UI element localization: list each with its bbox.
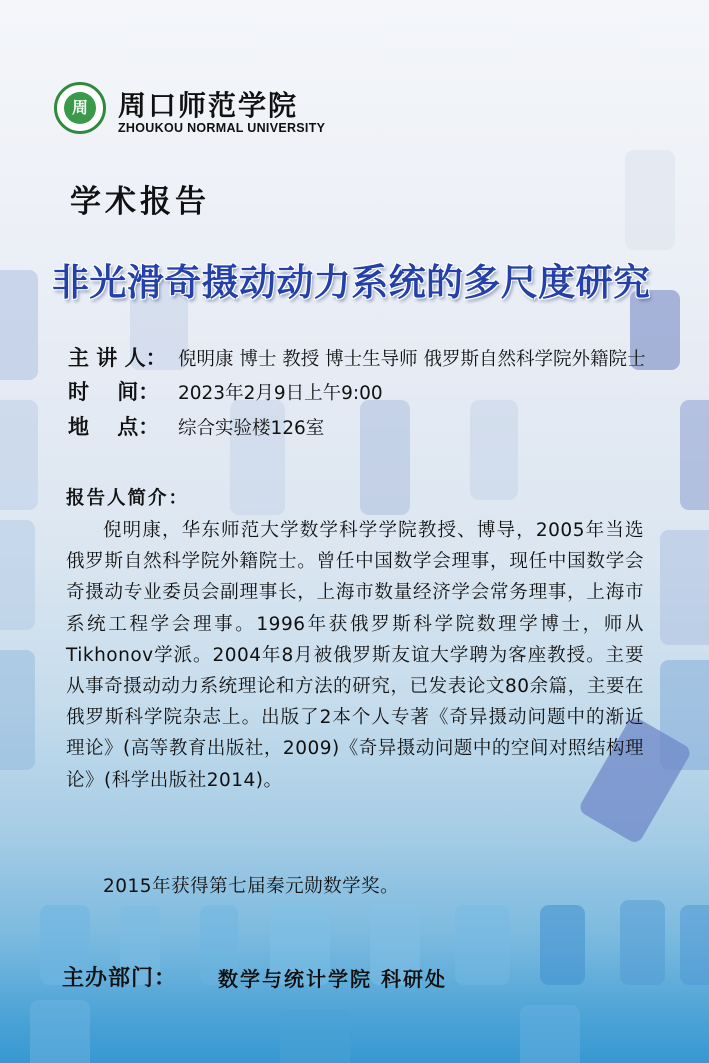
logo-emblem: 周 bbox=[64, 92, 96, 124]
info-time bbox=[68, 376, 383, 406]
bg-tile bbox=[0, 650, 35, 770]
award-text: 2015年获得第七届秦元勋数学奖。 bbox=[103, 876, 400, 897]
info-value: 2023年2月9日上午9:00 bbox=[178, 383, 383, 404]
university-name-en: ZHOUKOU NORMAL UNIVERSITY bbox=[118, 121, 326, 135]
bg-tile bbox=[360, 400, 410, 515]
bg-tile bbox=[280, 1010, 350, 1063]
organizer-value: 数学与统计学院 科研处 bbox=[218, 967, 447, 991]
bg-tile bbox=[0, 520, 35, 630]
info-location bbox=[68, 411, 324, 441]
bg-tile bbox=[0, 400, 38, 510]
info-value: 倪明康 博士 教授 博士生导师 俄罗斯自然科学院外籍院士 bbox=[178, 349, 646, 370]
university-name-cn: 周口师范学院 bbox=[118, 89, 299, 122]
bio-text: 倪明康，华东师范大学数学科学学院教授、博导，2005年当选俄罗斯自然科学院外籍院士。曾任中国数学会理事，现任中国数学会奇摄动专业委员会副理事长，上海市数量经济学会常务理事，上海市系统工程学会理事。1996年获俄罗斯科学院数理学博士，师从Tikhonov学派。2004年8月被俄罗斯友谊大学聘为客座教授。主要从事奇摄动动力系统理论和方法的研究，已发表论文80余篇，主要在俄罗斯科学院杂志上。出版了2本个人专著《奇异摄动问题中的渐近理论》(高等教育出版社，2009)《奇异摄动问题中的空间对照结构理论》(科学出版社2014)。 bbox=[66, 520, 644, 791]
organizer-label: 主办部门： bbox=[62, 966, 178, 991]
bg-tile bbox=[30, 1000, 90, 1063]
info-label: 时 间： bbox=[68, 380, 160, 404]
info-value: 综合实验楼126室 bbox=[178, 418, 325, 439]
bg-tile bbox=[520, 1005, 580, 1063]
report-tag: 学术报告 bbox=[70, 184, 210, 220]
bg-tile bbox=[620, 900, 665, 985]
bg-tile bbox=[455, 905, 510, 985]
info-speaker bbox=[68, 342, 646, 372]
bg-tile bbox=[680, 400, 709, 510]
bg-tile bbox=[660, 530, 709, 645]
info-label: 地 点： bbox=[68, 415, 160, 439]
info-label: 主 讲 人： bbox=[68, 346, 167, 370]
report-title: 非光滑奇摄动动力系统的多尺度研究 bbox=[52, 261, 651, 304]
university-logo bbox=[54, 82, 106, 134]
bio-heading: 报告人简介： bbox=[66, 488, 190, 509]
bg-tile bbox=[540, 905, 585, 985]
bg-tile bbox=[680, 905, 709, 985]
bg-tile bbox=[625, 150, 675, 250]
bg-tile bbox=[0, 270, 38, 380]
bg-tile bbox=[470, 400, 518, 500]
